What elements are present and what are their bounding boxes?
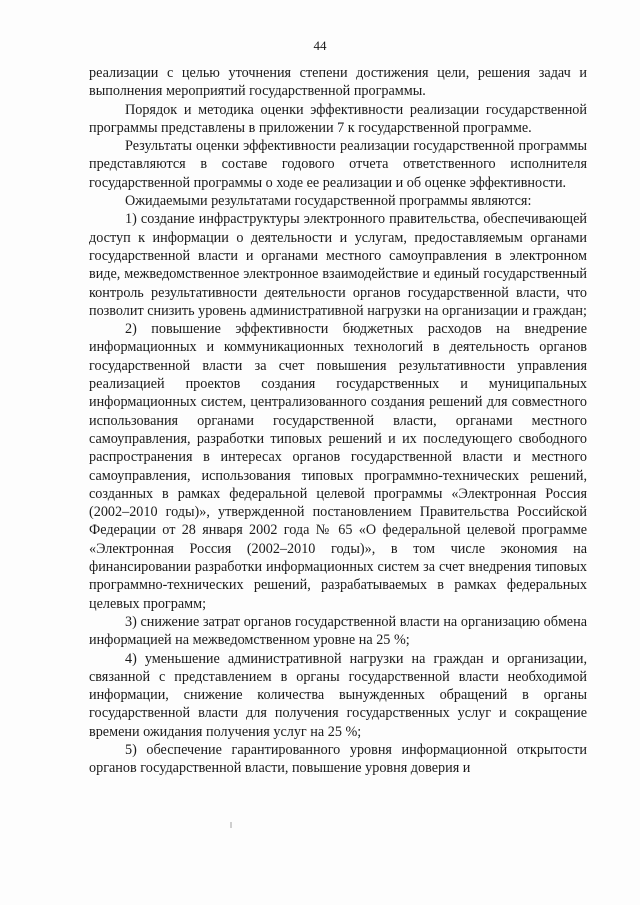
scan-artifact-mark (230, 822, 232, 828)
paragraph-evaluation-method: Порядок и методика оценки эффективности реализации государственной программы представлены в приложении 7 к государственной программе. (89, 101, 587, 136)
document-body (89, 64, 587, 778)
list-item-2: 2) повышение эффективности бюджетных расходов на внедрение информационных и коммуникационных технологий в деятельность органов государственной власти за счет повышения результативности управления реализацией проектов создания государственных и муниципальных информационных систем, централизованного создания решений для совместного использования органами государственной власти, органами местного самоуправления, разработки типовых решений и их последующего свободного распространения в интересах органов государственной власти и местного самоуправления, использования типовых программно-технических решений, созданных в рамках федеральной целевой программы «Электронная Россия (2002–2010 годы)», утвержденной постановлением Правительства Российской Федерации от 28 января 2002 года № 65 «О федеральной целевой программе «Электронная Россия (2002–2010 годы)», в том числе экономия на финансировании разработки информационных систем за счет внедрения типовых программно-технических решений, разрабатываемых в рамках федеральных целевых программ; (89, 321, 587, 612)
list-item-5: 5) обеспечение гарантированного уровня информационной открытости органов государственной власти, повышение уровня доверия и (89, 741, 587, 777)
paragraph-continuation: реализации с целью уточнения степени достижения цели, решения задач и выполнения мероприятий государственной программы. (89, 65, 587, 100)
list-item-1: 1) создание инфраструктуры электронного правительства, обеспечивающей доступ к информации о деятельности и услугам, предоставляемым органами государственной власти и органами местного самоуправления в электронном виде, межведомственное электронное взаимодействие и единый государственный контроль результативности деятельности органов государственной власти, что позволит снизить уровень административной нагрузки на организации и граждан; (89, 211, 587, 319)
paragraph-expected-results-intro: Ожидаемыми результатами государственной программы являются: (125, 193, 532, 210)
list-item-3: 3) снижение затрат органов государственной власти на организацию обмена информацией на межведомственном уровне на 25 %; (89, 613, 587, 649)
list-item-4: 4) уменьшение административной нагрузки на граждан и организации, связанной с представлением в органы государственной власти необходимой информации, снижение количества вынужденных обращений в органы государственной власти для получения государственных услуг и сокращение времени ожидания получения услуг на 25 %; (89, 650, 587, 740)
page-number: 44 (313, 38, 327, 53)
paragraph-evaluation-results: Результаты оценки эффективности реализации государственной программы представляются в составе годового отчета ответственного исполнителя государственной программы о ходе ее реализации и об оценке эффективности. (89, 138, 587, 191)
